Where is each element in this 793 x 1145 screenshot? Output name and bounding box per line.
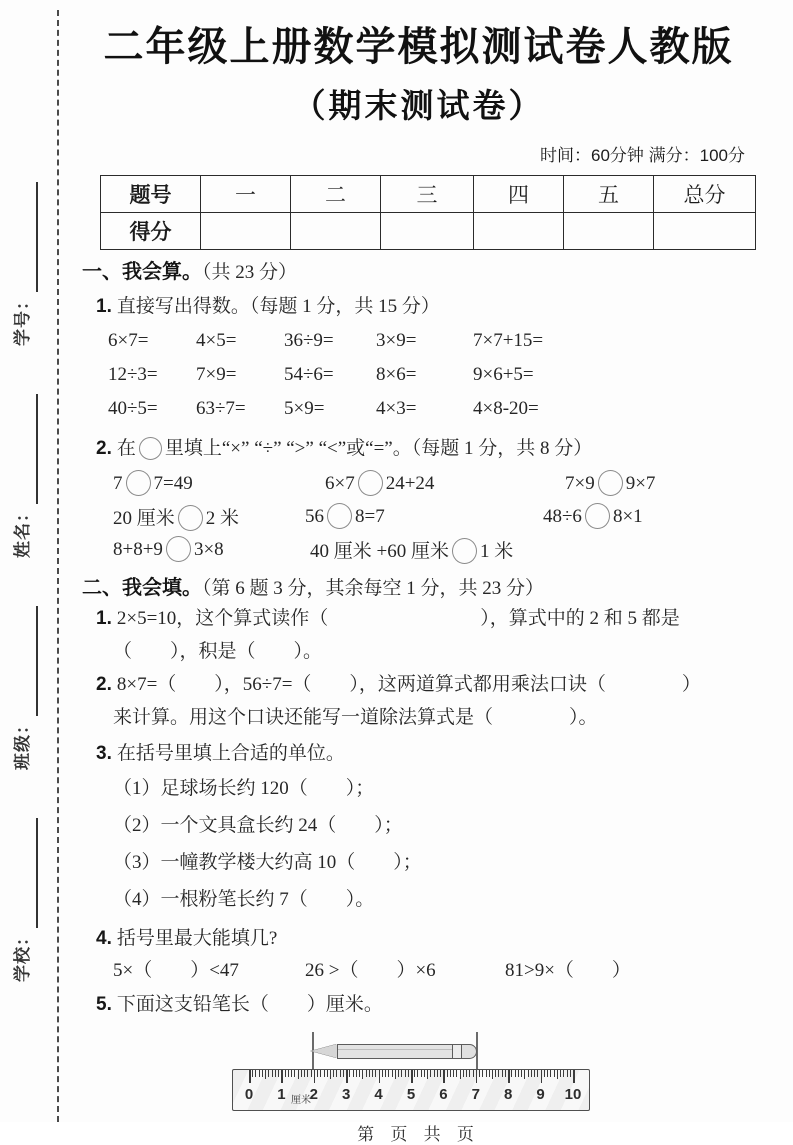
max-fill-item: 5×（ ）<47 bbox=[113, 960, 239, 981]
name-fill-line bbox=[12, 394, 38, 504]
arith-item: 6×7= bbox=[108, 330, 149, 351]
col-four: 四 bbox=[474, 176, 564, 213]
score-cell bbox=[291, 213, 381, 250]
s2-q2-line1: 2. 8×7=（ ），56÷7=（ ），这两道算式都用乘法口诀（ ） bbox=[96, 674, 701, 695]
ruler-number: 4 bbox=[374, 1086, 383, 1103]
score-table-score-row bbox=[101, 213, 756, 250]
pencil-eraser-cap bbox=[462, 1044, 477, 1059]
arith-item: 40÷5= bbox=[108, 398, 158, 419]
compare-item: 6×7 24+24 bbox=[325, 470, 434, 496]
compare-item: 7 7=49 bbox=[113, 470, 193, 496]
name-label: 姓名： bbox=[13, 504, 32, 558]
arith-item: 54÷6= bbox=[284, 364, 334, 385]
ruler-number: 1 bbox=[277, 1086, 286, 1103]
arith-item: 7×9= bbox=[196, 364, 237, 385]
ruler-number: 0 bbox=[244, 1086, 254, 1103]
compare-item: 8+8+9 3×8 bbox=[113, 536, 224, 562]
s2-q3-item-4: （4）一根粉笔长约 7（ ）。 bbox=[113, 889, 375, 910]
ruler-number: 10 bbox=[564, 1086, 582, 1103]
s2-q3-item-2: （2）一个文具盒长约 24（ ）； bbox=[113, 815, 403, 836]
class-field bbox=[8, 606, 38, 770]
ruler-number: 2 bbox=[309, 1086, 318, 1103]
score-cell bbox=[381, 213, 474, 250]
student-number-label: 学号： bbox=[13, 292, 32, 346]
section-one-q2-heading: 2. 在 里填上“×” “÷” “>” “<”或“=”。（每题 1 分，共 8 分） bbox=[96, 438, 593, 459]
col-total: 总分 bbox=[654, 176, 756, 213]
arithmetic-grid bbox=[82, 330, 755, 419]
section-one-heading: 一、我会算。（共 23 分） bbox=[82, 261, 298, 283]
col-two: 二 bbox=[291, 176, 381, 213]
max-fill-item: 81>9×（ ） bbox=[505, 960, 631, 981]
blank-circle-icon bbox=[126, 470, 151, 496]
pencil-ferrule bbox=[452, 1044, 462, 1059]
blank-circle-icon bbox=[178, 505, 203, 531]
ruler-unit-label: 厘米 bbox=[291, 1095, 311, 1106]
student-info-sidebar bbox=[0, 0, 75, 1122]
paper-main-column bbox=[82, 0, 755, 1145]
section-one-q1-heading: 1. 直接写出得数。（每题 1 分，共 15 分） bbox=[96, 296, 440, 317]
s2-q4-row bbox=[82, 955, 755, 988]
s2-q3-heading: 3. 在括号里填上合适的单位。 bbox=[96, 743, 345, 764]
s2-q1-line2: （ ），积是（ ）。 bbox=[113, 641, 323, 662]
school-field bbox=[8, 818, 38, 982]
class-fill-line bbox=[12, 606, 38, 716]
arith-item: 8×6= bbox=[376, 364, 417, 385]
score-label: 得分 bbox=[101, 213, 201, 250]
student-number-fill-line bbox=[12, 182, 38, 292]
pencil-ruler-figure bbox=[82, 1032, 755, 1112]
ruler-number: 7 bbox=[471, 1086, 480, 1103]
max-fill-item: 26 >（ ）×6 bbox=[305, 960, 436, 981]
compare-row-1 bbox=[82, 470, 755, 503]
compare-item: 20 厘米 2 米 bbox=[113, 503, 239, 531]
arith-item: 4×3= bbox=[376, 398, 417, 419]
arith-item: 9×6+5= bbox=[473, 364, 534, 385]
arith-item: 3×9= bbox=[376, 330, 417, 351]
blank-circle-icon bbox=[358, 470, 383, 496]
blank-circle-icon bbox=[598, 470, 623, 496]
s2-q5-heading: 5. 下面这支铅笔长（ ）厘米。 bbox=[96, 994, 383, 1015]
arith-item: 12÷3= bbox=[108, 364, 158, 385]
score-cell bbox=[474, 213, 564, 250]
blank-circle-icon bbox=[139, 437, 162, 460]
pencil-body bbox=[337, 1044, 452, 1059]
score-cell bbox=[201, 213, 291, 250]
question-number-label: 题号 bbox=[101, 176, 201, 213]
score-table-header-row bbox=[101, 176, 756, 213]
s2-q2-line2: 来计算。用这个口诀还能写一道除法算式是（ ）。 bbox=[113, 707, 598, 728]
compare-row-2 bbox=[82, 503, 755, 536]
score-cell bbox=[564, 213, 654, 250]
ruler-number: 9 bbox=[536, 1086, 545, 1103]
pencil-tip bbox=[311, 1044, 337, 1058]
class-label: 班级： bbox=[13, 716, 32, 770]
col-one: 一 bbox=[201, 176, 291, 213]
page-subtitle: （期末测试卷） bbox=[292, 87, 545, 124]
student-number-field bbox=[8, 182, 38, 346]
arith-item: 5×9= bbox=[284, 398, 325, 419]
score-table bbox=[100, 175, 756, 250]
compare-row-3 bbox=[82, 536, 755, 569]
compare-item: 48÷6 8×1 bbox=[543, 503, 643, 529]
compare-item: 7×9 9×7 bbox=[565, 470, 655, 496]
arith-item: 63÷7= bbox=[196, 398, 246, 419]
col-three: 三 bbox=[381, 176, 474, 213]
time-score-meta: 时间：60分钟 满分：100分 bbox=[540, 146, 745, 165]
blank-circle-icon bbox=[327, 503, 352, 529]
s2-q1-line1: 1. 2×5=10，这个算式读作（ ），算式中的 2 和 5 都是 bbox=[96, 608, 680, 629]
arith-item: 36÷9= bbox=[284, 330, 334, 351]
score-cell bbox=[654, 213, 756, 250]
arith-item: 4×8-20= bbox=[473, 398, 539, 419]
page-footer: 第 页 共 页 bbox=[357, 1125, 480, 1144]
col-five: 五 bbox=[564, 176, 654, 213]
ruler-number: 6 bbox=[439, 1086, 448, 1103]
arith-item: 4×5= bbox=[196, 330, 237, 351]
arith-item: 7×7+15= bbox=[473, 330, 544, 351]
s2-q3-item-1: （1）足球场长约 120（ ）； bbox=[113, 778, 375, 799]
section-two-heading: 二、我会填。（第 6 题 3 分，其余每空 1 分，共 23 分） bbox=[82, 577, 545, 599]
page-title: 二年级上册数学模拟测试卷人教版 bbox=[103, 25, 734, 69]
school-fill-line bbox=[12, 818, 38, 928]
ruler bbox=[232, 1069, 590, 1111]
ruler-number: 3 bbox=[342, 1086, 351, 1103]
s2-q4-heading: 4. 括号里最大能填几? bbox=[96, 928, 278, 949]
ruler-number: 5 bbox=[406, 1086, 416, 1103]
compare-item: 40 厘米 +60 厘米 1 米 bbox=[310, 536, 513, 564]
blank-circle-icon bbox=[585, 503, 610, 529]
blank-circle-icon bbox=[166, 536, 191, 562]
compare-item: 56 8=7 bbox=[305, 503, 385, 529]
name-field bbox=[8, 394, 38, 558]
ruler-number: 8 bbox=[504, 1086, 513, 1103]
school-label: 学校： bbox=[13, 928, 32, 982]
blank-circle-icon bbox=[452, 538, 477, 564]
s2-q3-item-3: （3）一幢教学楼大约高 10（ ）； bbox=[113, 852, 422, 873]
